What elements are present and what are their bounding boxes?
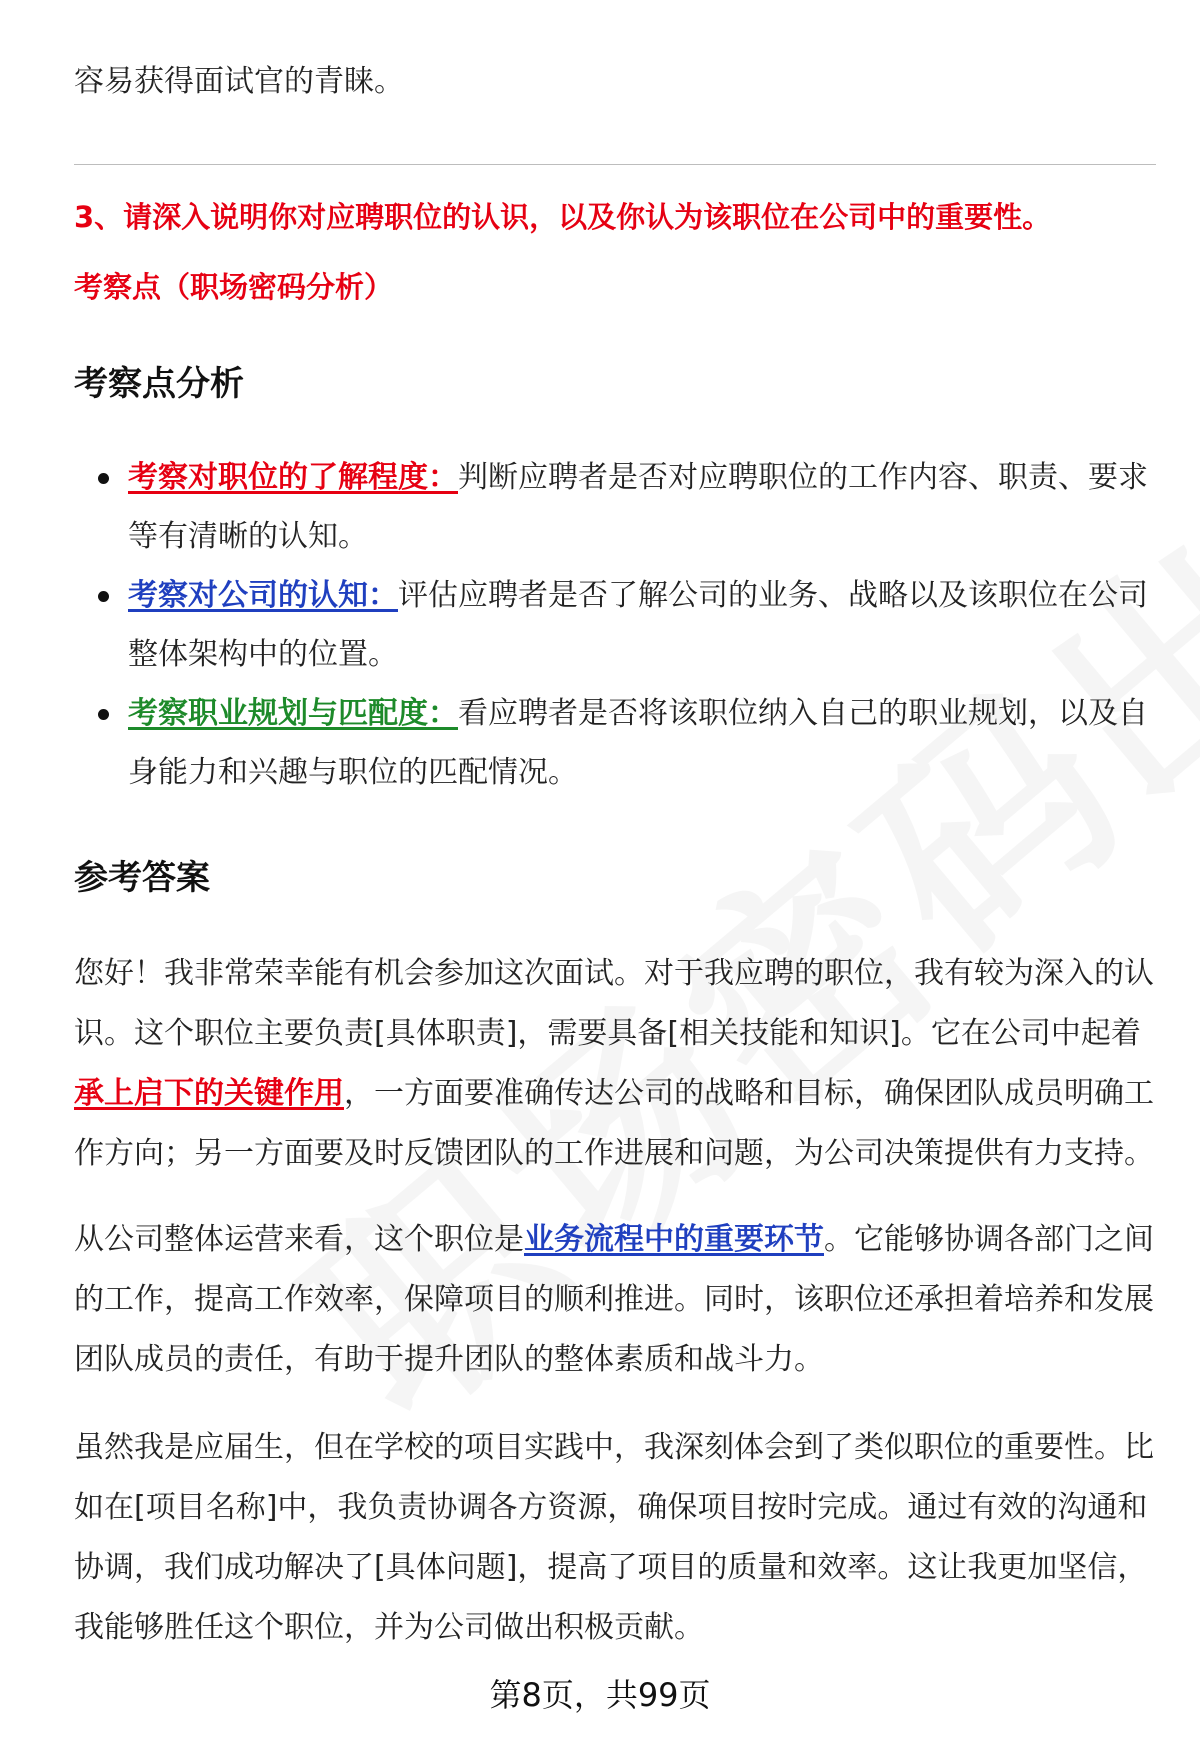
- intro-tail-text: 容易获得面试官的青睐。: [74, 64, 404, 99]
- bullet-key: 考察职业规划与匹配度：: [128, 696, 458, 731]
- analysis-list: [74, 448, 1164, 802]
- answer-text: 。它能够协调各部门之间的工作，提高工作效率，保障项目的顺利推进。同时，该职位还承担着培养和发展团队成员的责任，有助于提升团队的整体素质和战斗力。: [74, 1222, 1154, 1377]
- answer-text: 您好！我非常荣幸能有机会参加这次面试。对于我应聘的职位，我有较为深入的认识。这个职位主要负责[具体职责]，需要具备[相关技能和知识]。它在公司中起着: [74, 956, 1154, 1051]
- list-item: [74, 566, 1164, 684]
- page-number: 第8页，共99页: [489, 1676, 711, 1714]
- answer-highlight: 承上启下的关键作用: [74, 1076, 344, 1111]
- bullet-key: 考察对职位的了解程度：: [128, 460, 458, 495]
- bullet-dot-icon: [98, 473, 109, 484]
- answer-text: ，一方面要准确传达公司的战略和目标，确保团队成员明确工作方向；另一方面要及时反馈团队的工作进展和问题，为公司决策提供有力支持。: [74, 1076, 1154, 1171]
- answer-paragraph-1: [74, 944, 1154, 1184]
- answer-heading: 参考答案: [74, 858, 210, 898]
- answer-highlight: 业务流程中的重要环节: [524, 1222, 824, 1257]
- answer-paragraph-2: [74, 1210, 1154, 1390]
- bullet-text: 判断应聘者是否对应聘职位的工作内容、职责、要求等有清晰的认知。: [128, 460, 1148, 554]
- list-item: [74, 684, 1164, 802]
- bullet-key: 考察对公司的认知：: [128, 578, 398, 613]
- analysis-heading: 考察点分析: [74, 364, 244, 404]
- bullet-text: 看应聘者是否将该职位纳入自己的职业规划，以及自身能力和兴趣与职位的匹配情况。: [128, 696, 1148, 790]
- divider: [74, 164, 1156, 165]
- section-subtitle: 考察点（职场密码分析）: [74, 270, 394, 304]
- bullet-dot-icon: [98, 709, 109, 720]
- question-title: 3、请深入说明你对应聘职位的认识，以及你认为该职位在公司中的重要性。: [74, 200, 1052, 234]
- answer-paragraph-3: 虽然我是应届生，但在学校的项目实践中，我深刻体会到了类似职位的重要性。比如在[项目名称]中，我负责协调各方资源，确保项目按时完成。通过有效的沟通和协调，我们成功解决了[具体问题]，提高了项目的质量和效率。这让我更加坚信，我能够胜任这个职位，并为公司做出积极贡献。: [74, 1430, 1154, 1645]
- list-item: [74, 448, 1164, 566]
- answer-text: 从公司整体运营来看，这个职位是: [74, 1222, 524, 1257]
- bullet-dot-icon: [98, 591, 109, 602]
- bullet-text: 评估应聘者是否了解公司的业务、战略以及该职位在公司整体架构中的位置。: [128, 578, 1148, 672]
